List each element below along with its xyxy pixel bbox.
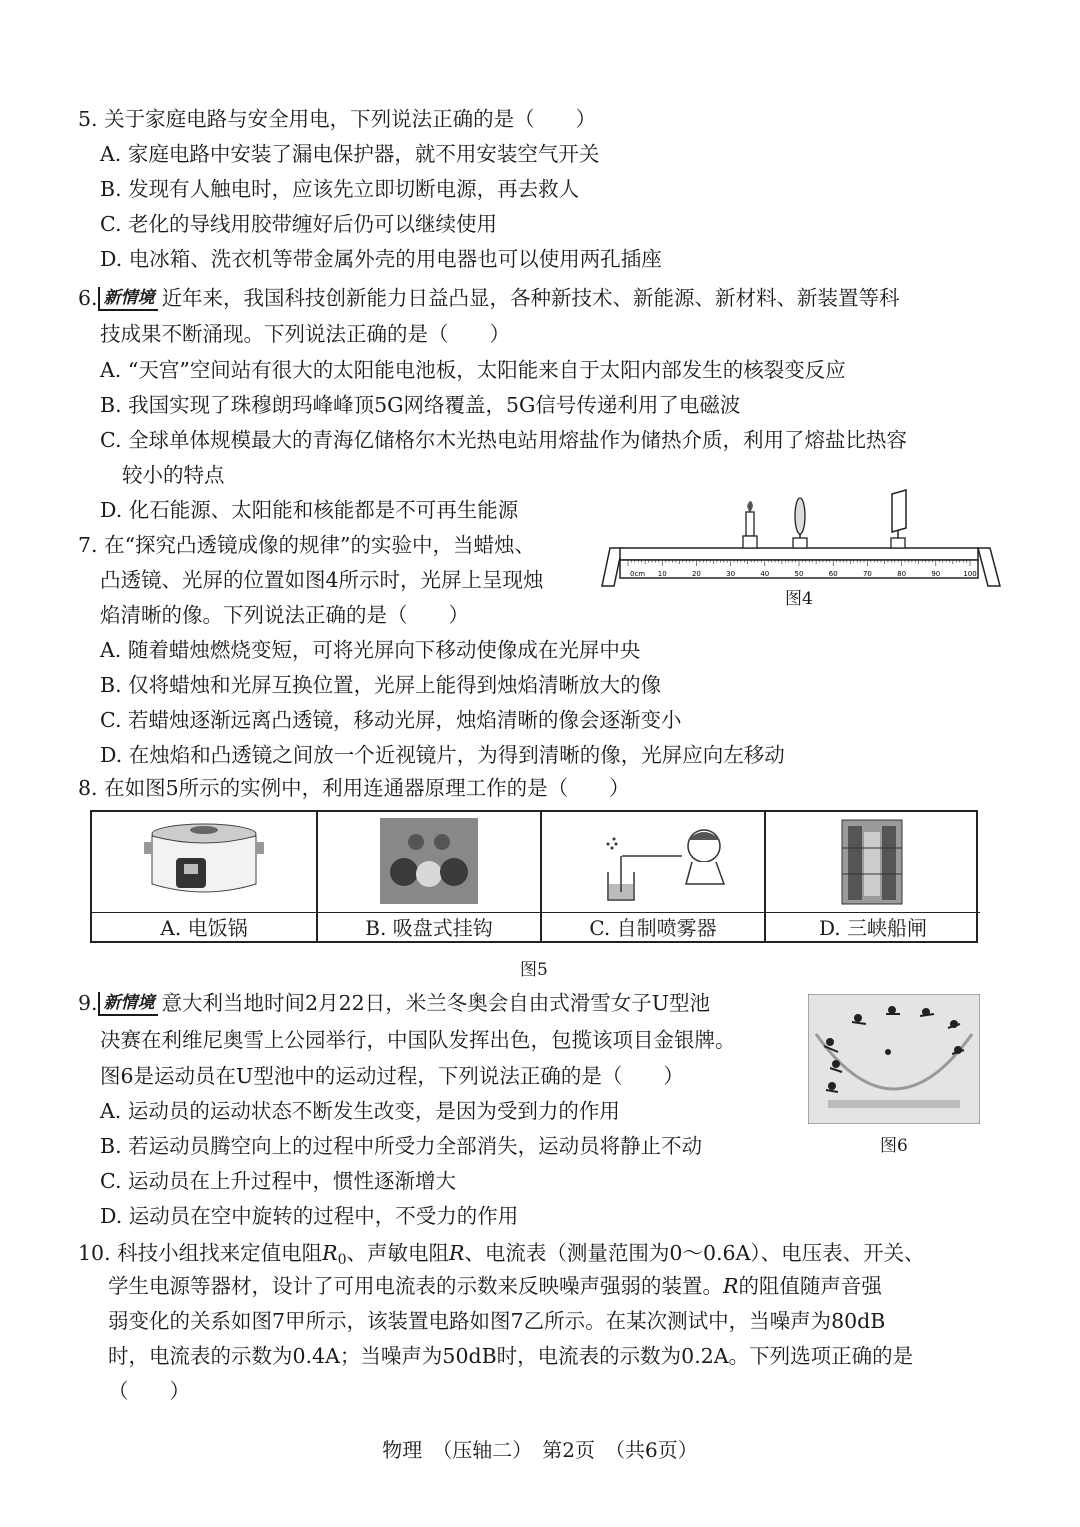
figure4-optical-bench xyxy=(600,488,1010,588)
q9-number: 9. xyxy=(78,991,98,1015)
q9-option-b: B. 若运动员腾空向上的过程中所受力全部消失，运动员将静止不动 xyxy=(100,1134,703,1158)
q6-option-a: A. “天宫”空间站有很大的太阳能电池板，太阳能来自于太阳内部发生的核裂变反应 xyxy=(100,358,846,382)
q7-stem-line1: 7. 在“探究凸透镜成像的规律”的实验中，当蜡烛、 xyxy=(78,533,536,557)
figure6-halfpipe-image xyxy=(808,994,980,1124)
q10-text: 10. 科技小组找来定值电阻 xyxy=(78,1241,323,1265)
figure5-cell-d xyxy=(766,812,980,941)
q6-option-b: B. 我国实现了珠穆朗玛峰峰顶5G网络覆盖，5G信号传递利用了电磁波 xyxy=(100,393,741,417)
candle-flame xyxy=(747,501,753,512)
r0-symbol: R xyxy=(322,1241,338,1265)
q6-option-d: D. 化石能源、太阳能和核能都是不可再生能源 xyxy=(100,498,519,522)
q10-line1 xyxy=(78,1238,925,1275)
scale-tick-label: 50 xyxy=(794,570,804,578)
scale-tick-label: 40 xyxy=(760,570,770,578)
q5-option-a: A. 家庭电路中安装了漏电保护器，就不用安装空气开关 xyxy=(100,142,600,166)
suction-hooks-image xyxy=(318,812,540,911)
bench-rail xyxy=(620,548,978,560)
q10-text: 、声敏电阻 xyxy=(346,1241,449,1265)
q6-option-c: C. 全球单体规模最大的青海亿储格尔木光热电站用熔盐作为储热介质，利用了熔盐比热容 xyxy=(100,428,907,452)
bench-left-leg xyxy=(602,548,622,586)
bench-right-leg xyxy=(978,548,1000,586)
q10-line5: （ ） xyxy=(108,1379,190,1403)
q9-option-a: A. 运动员的运动状态不断发生改变，是因为受到力的作用 xyxy=(100,1099,620,1123)
r-symbol: R xyxy=(448,1241,465,1265)
scale-tick-label: 80 xyxy=(897,570,907,578)
figure5-label-c: C. 自制喷雾器 xyxy=(542,912,764,944)
q10-line4: 时，电流表的示数为0.4A；当噪声为50dB时，电流表的示数为0.2A。下列选项正确的是 xyxy=(108,1344,914,1368)
scale-tick-label: 30 xyxy=(726,570,736,578)
q8-stem: 8. 在如图5所示的实例中，利用连通器原理工作的是（ ） xyxy=(78,776,630,800)
q7-stem-line3: 焰清晰的像。下列说法正确的是（ ） xyxy=(100,603,469,627)
figure5-caption: 图5 xyxy=(520,960,548,980)
figure5-cell-a xyxy=(92,812,318,941)
figure5-cell-b xyxy=(318,812,542,941)
q6-stem-line1 xyxy=(78,283,900,313)
q6-stem-text: 近年来，我国科技创新能力日益凸显，各种新技术、新能源、新材料、新装置等科 xyxy=(161,286,900,310)
page-footer: 物理 （压轴二） 第2页 （共6页） xyxy=(382,1438,698,1462)
r0-subscript: 0 xyxy=(337,1252,347,1268)
scale-tick-label: 60 xyxy=(828,570,838,578)
q10-line2 xyxy=(108,1271,882,1301)
figure4-caption: 图4 xyxy=(785,589,813,609)
q7-option-d: D. 在烛焰和凸透镜之间放一个近视镜片，为得到清晰的像，光屏应向左移动 xyxy=(100,743,785,767)
figure5-label-d: D. 三峡船闸 xyxy=(766,912,980,944)
scale-tick-label: 10 xyxy=(657,570,667,578)
q5-option-d: D. 电冰箱、洗衣机等带金属外壳的用电器也可以使用两孔插座 xyxy=(100,247,662,271)
homemade-sprayer-image xyxy=(542,812,764,911)
figure6-caption: 图6 xyxy=(880,1136,908,1156)
scale-tick-label: 100 xyxy=(963,570,977,578)
new-context-badge: 新情境 xyxy=(98,992,158,1016)
q9-stem-line1 xyxy=(78,988,710,1018)
q10-text: 、电流表（测量范围为0～0.6A）、电压表、开关、 xyxy=(464,1241,925,1265)
q9-option-c: C. 运动员在上升过程中，惯性逐渐增大 xyxy=(100,1169,456,1193)
q7-option-b: B. 仅将蜡烛和光屏互换位置，光屏上能得到烛焰清晰放大的像 xyxy=(100,673,662,697)
q9-stem-line3: 图6是运动员在U型池中的运动过程，下列说法正确的是（ ） xyxy=(100,1064,684,1088)
scale-tick-label: 20 xyxy=(691,570,701,578)
q5-option-c: C. 老化的导线用胶带缠好后仍可以继续使用 xyxy=(100,212,497,236)
q10-line3: 弱变化的关系如图7甲所示，该装置电路如图7乙所示。在某次测试中，当噪声为80dB xyxy=(108,1309,886,1333)
candle xyxy=(743,501,757,548)
q10-text: 的阻值随声音强 xyxy=(738,1274,882,1298)
ship-lock-image xyxy=(766,812,978,911)
q7-option-a: A. 随着蜡烛燃烧变短，可将光屏向下移动使像成在光屏中央 xyxy=(100,638,641,662)
figure5-table xyxy=(90,810,978,943)
q7-stem-line2: 凸透镜、光屏的位置如图4所示时，光屏上呈现烛 xyxy=(100,568,544,592)
q9-stem-line2: 决赛在利维尼奥雪上公园举行，中国队发挥出色，包揽该项目金银牌。 xyxy=(100,1028,736,1052)
rice-cooker-image xyxy=(92,812,316,911)
light-screen xyxy=(891,490,906,548)
convex-lens xyxy=(793,498,807,548)
q9-stem-text: 意大利当地时间2月22日，米兰冬奥会自由式滑雪女子U型池 xyxy=(161,991,710,1015)
q6-stem-line2: 技成果不断涌现。下列说法正确的是（ ） xyxy=(100,322,510,346)
q9-option-d: D. 运动员在空中旋转的过程中，不受力的作用 xyxy=(100,1204,519,1228)
q5-option-b: B. 发现有人触电时，应该先立即切断电源，再去救人 xyxy=(100,177,580,201)
scale-tick-label: 70 xyxy=(862,570,872,578)
q7-option-c: C. 若蜡烛逐渐远离凸透镜，移动光屏，烛焰清晰的像会逐渐变小 xyxy=(100,708,682,732)
scale-unit-label: 0cm xyxy=(630,570,646,578)
r-symbol: R xyxy=(723,1274,739,1298)
q6-option-c-cont: 较小的特点 xyxy=(122,463,225,487)
figure5-cell-c xyxy=(542,812,766,941)
new-context-badge: 新情境 xyxy=(98,287,158,311)
figure5-label-b: B. 吸盘式挂钩 xyxy=(318,912,540,944)
q5-stem: 5. 关于家庭电路与安全用电，下列说法正确的是（ ） xyxy=(78,107,597,131)
figure5-label-a: A. 电饭锅 xyxy=(92,912,316,944)
q10-text: 学生电源等器材，设计了可用电流表的示数来反映噪声强弱的装置。 xyxy=(108,1274,723,1298)
q6-number: 6. xyxy=(78,286,98,310)
scale-tick-label: 90 xyxy=(931,570,941,578)
